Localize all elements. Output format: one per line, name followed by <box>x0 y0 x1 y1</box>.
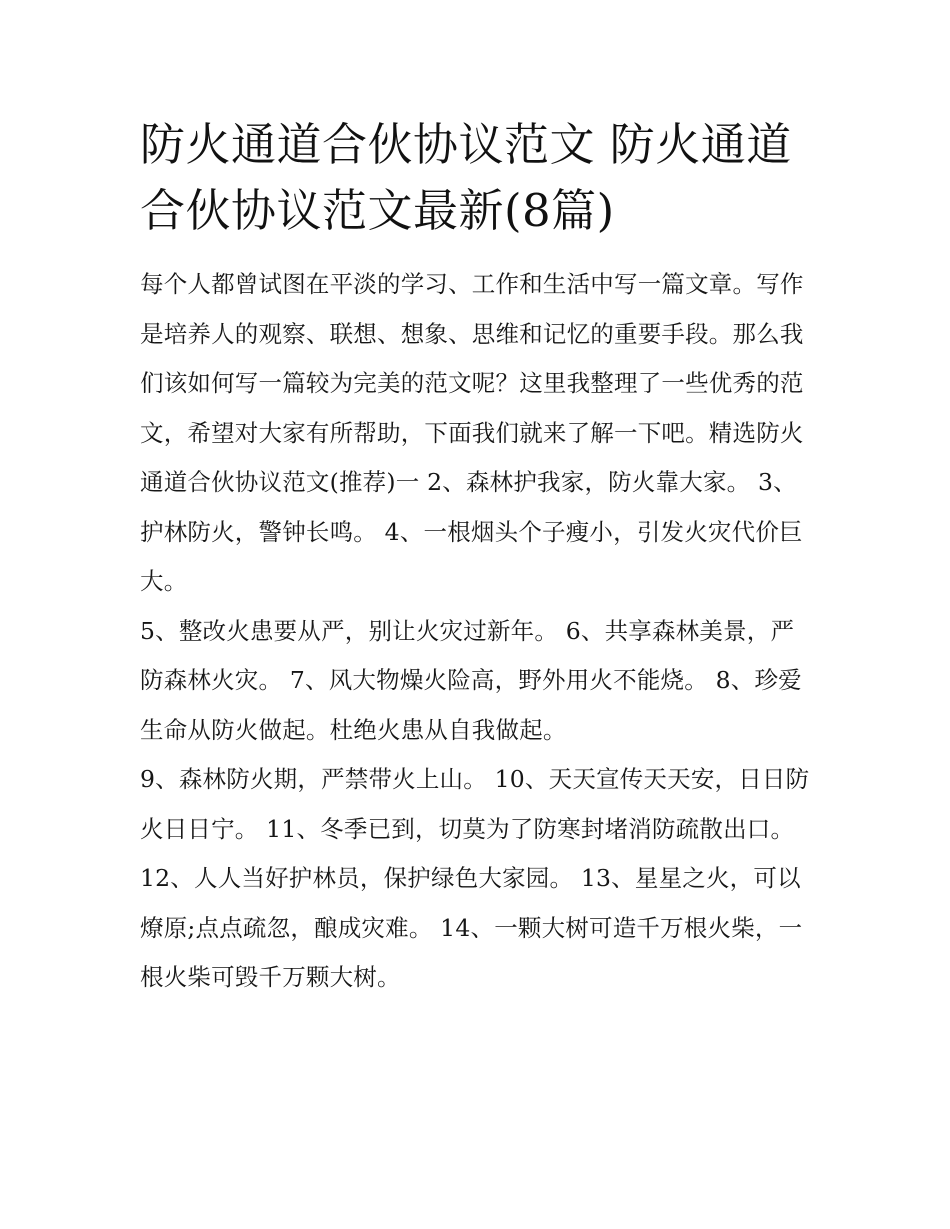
document-title: 防火通道合伙协议范文 防火通道合伙协议范文最新(8篇) <box>140 118 792 237</box>
document-body <box>140 112 812 1003</box>
paragraph-slogans-9-11: 9、森林防火期，严禁带火上山。 10、天天宣传天天安，日日防火日日宁。 11、冬季已到，切莫为了防寒封堵消防疏散出口。 <box>140 765 810 843</box>
paragraph-slogans-12-14: 12、人人当好护林员，保护绿色大家园。 13、星星之火，可以燎原;点点疏忽，酿成灾难。 14、一颗大树可造千万根火柴，一根火柴可毁千万颗大树。 <box>140 864 803 991</box>
paragraph-intro: 每个人都曾试图在平淡的学习、工作和生活中写一篇文章。写作是培养人的观察、联想、想象、思维和记忆的重要手段。那么我们该如何写一篇较为完美的范文呢？这里我整理了一些优秀的范文，希望对大家有所帮助，下面我们就来了解一下吧。精选防火通道合伙协议范文(推荐)一 2、森林护我家，防火靠大家。 3、护林防火，警钟长鸣。 4、一根烟头个子瘦小，引发火灾代价巨大。 <box>140 270 804 595</box>
paragraph-slogans-5-8: 5、整改火患要从严，别让火灾过新年。 6、共享森林美景，严防森林火灾。 7、风大物燥火险高，野外用火不能烧。 8、珍爱生命从防火做起。杜绝火患从自我做起。 <box>140 616 802 744</box>
